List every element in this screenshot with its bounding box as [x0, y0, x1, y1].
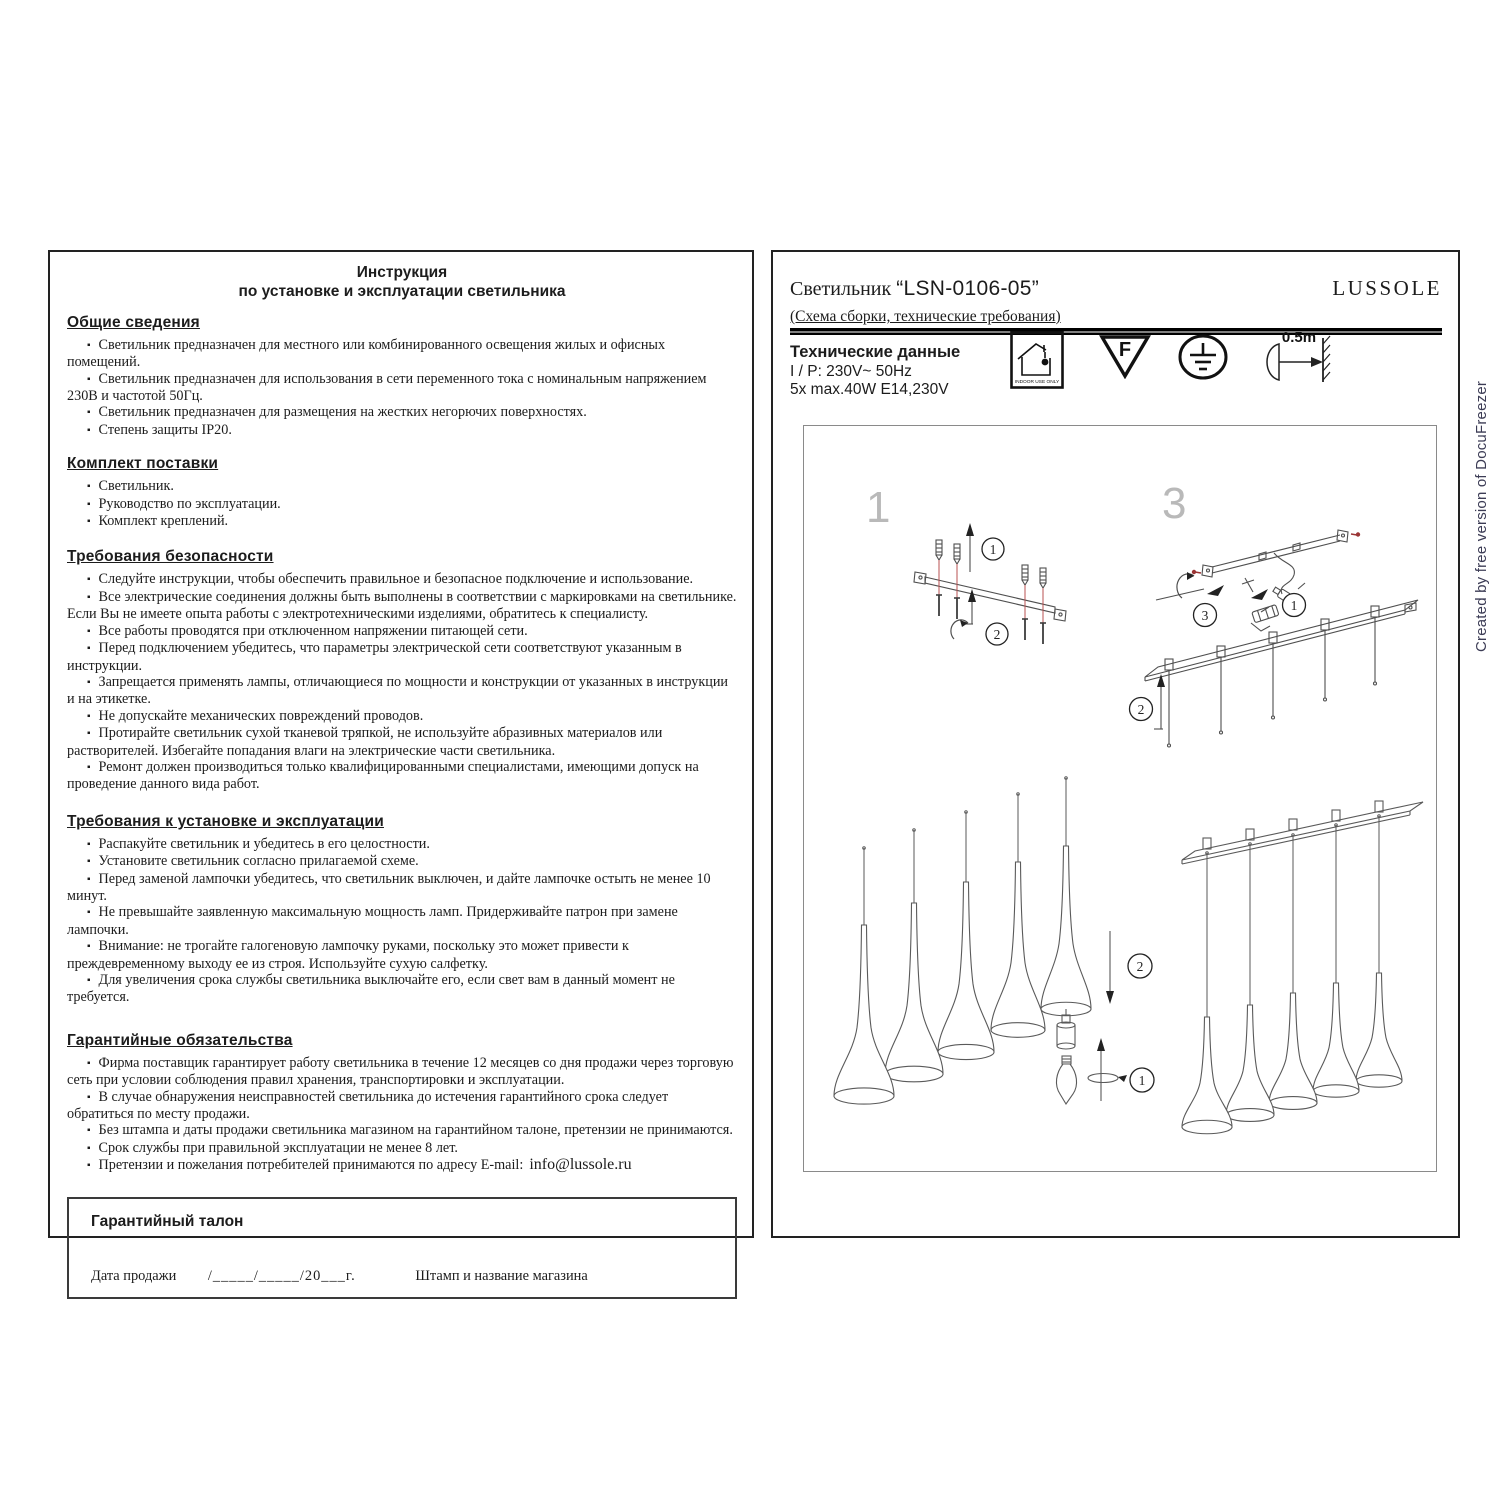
distance-label: 0.5m	[1281, 329, 1317, 346]
badge-3: 3	[1201, 608, 1209, 623]
bullet-item: ▪ Все работы проводятся при отключенном напряжении питающей сети.	[87, 622, 528, 639]
section-heading: Требования к установке и эксплуатации	[67, 812, 384, 830]
assembly-page	[771, 250, 1460, 1238]
bullet-marker: ▪	[87, 761, 91, 773]
bullet-item: ▪ Ремонт должен производиться только квалифицированными специалистами, имеющими допуск на проведение данного вида работ.	[67, 758, 699, 793]
badge-2: 2	[1137, 702, 1145, 717]
docufreezer-watermark: Created by free version of DocuFreezer	[1473, 380, 1490, 652]
tech-data-line1: I / P: 230V~ 50Hz	[790, 362, 912, 380]
assembled-pendants-group	[1182, 815, 1402, 1134]
bullet-item: ▪ Светильник предназначен для использования в сети переменного тока с номинальным напряжением 230В и частотой 50Гц.	[67, 370, 707, 405]
section-heading: Гарантийные обязательства	[67, 1031, 293, 1049]
warranty-date-row	[91, 1268, 588, 1285]
tech-data-heading: Технические данные	[790, 343, 961, 361]
bullet-marker: ▪	[87, 1125, 91, 1137]
min-distance-icon	[1257, 328, 1335, 386]
bullet-marker: ▪	[87, 407, 91, 419]
bullet-marker: ▪	[87, 516, 91, 528]
bullet-marker: ▪	[87, 975, 91, 986]
badge-1: 1	[989, 542, 997, 557]
bullet-item: ▪ Все электрические соединения должны быть выполнены в соответствии с маркировками на светильнике. Если Вы не имеете опыта работы с электротехническими изделиями, обратитесь к специалисту.	[67, 588, 737, 623]
f-symbol-icon	[1098, 333, 1152, 379]
bullet-item: ▪ Следуйте инструкции, чтобы обеспечить правильное и безопасное подключение и использование.	[87, 571, 694, 588]
bullet-marker: ▪	[87, 1057, 91, 1069]
title-line-2: по установке и эксплуатации светильника	[238, 282, 566, 300]
section-package	[67, 455, 737, 530]
bullet-item: ▪ Без штампа и даты продажи светильника магазином на гарантийном талоне, претензии не принимаются.	[87, 1122, 733, 1139]
step-1-numeral: 1	[866, 483, 891, 532]
bullet-item: ▪ Для увеличения срока службы светильника выключайте его, если свет вам в данный момент не требуется.	[67, 972, 675, 1006]
section-general	[67, 314, 737, 439]
step-3-numeral: 3	[1162, 479, 1187, 528]
bullet-item: ▪ Руководство по эксплуатации.	[87, 495, 281, 512]
bullet-item: ▪ Претензии и пожелания потребителей принимаются по адресу E-mail: info@lussole.ru	[87, 1156, 632, 1174]
bullet-marker: ▪	[87, 856, 91, 868]
lamp-detail-badges	[1128, 954, 1154, 1092]
bullet-item: ▪ Протирайте светильник сухой тканевой тряпкой, не используйте абразивных материалов или растворителей. Избегайте попадания влаги на электрические части светильника.	[67, 725, 663, 759]
bullet-item: ▪ Светильник.	[87, 478, 174, 495]
badge-1: 1	[1290, 598, 1298, 613]
bullet-marker: ▪	[87, 373, 91, 385]
bullet-item: ▪ Распакуйте светильник и убедитесь в его целостности.	[87, 835, 430, 852]
bullet-item: ▪ Срок службы при правильной эксплуатации не менее 8 лет.	[87, 1139, 458, 1156]
bullet-marker: ▪	[87, 498, 91, 510]
bullet-marker: ▪	[87, 574, 91, 586]
bullet-marker: ▪	[87, 625, 91, 637]
bullet-marker: ▪	[87, 1091, 91, 1103]
bullet-item: ▪ Запрещается применять лампы, отличающиеся по мощности и конструкции от указанных в инструкции и на этикетке.	[67, 673, 729, 708]
bullet-marker: ▪	[87, 591, 91, 603]
indoor-use-only-icon	[1010, 331, 1064, 389]
section-safety	[67, 548, 737, 792]
brand-logo: LUSSOLE	[1332, 276, 1442, 300]
bullet-item: ▪ Перед подключением убедитесь, что параметры электрической сети соответствуют указанным в инструкции.	[67, 640, 682, 674]
tech-data-line2: 5x max.40W E14,230V	[790, 381, 949, 399]
bullet-marker: ▪	[87, 676, 91, 688]
bullet-item: ▪ Светильник предназначен для размещения на жестких негорючих поверхностях.	[87, 404, 587, 421]
indoor-label: INDOOR USE ONLY	[1014, 380, 1060, 385]
section-heading: Комплект поставки	[67, 455, 219, 473]
bullet-item: ▪ Комплект креплений.	[87, 513, 229, 530]
badge-1: 1	[1138, 1073, 1146, 1088]
bullet-marker: ▪	[87, 481, 91, 493]
ground-symbol-icon	[1177, 334, 1229, 380]
section-warranty	[67, 1032, 737, 1175]
pendant-lamps-group	[834, 777, 1091, 1104]
product-code: “LSN-0106-05”	[896, 277, 1040, 300]
assembly-subtitle: (Схема сборки, технические требования)	[790, 308, 1061, 325]
bullet-item: ▪ Фирма поставщик гарантирует работу светильника в течение 12 месяцев со дня продажи через торговую сеть при условии соблюдения правил хранения, транспортировки и эксплуатации.	[67, 1054, 734, 1089]
bullet-item: ▪ Внимание: не трогайте галогеновую лампочку руками, поскольку это может привести к преждевременному выходу ее из строя. Используйте сухую салфетку.	[67, 938, 629, 972]
bullet-item: ▪ Перед заменой лампочки убедитесь, что светильник выключен, и дайте лампочке остыть не менее 10 минут.	[67, 870, 711, 904]
page-title	[67, 264, 737, 302]
bullet-marker: ▪	[87, 941, 91, 953]
bullet-marker: ▪	[87, 710, 91, 722]
bullet-item: ▪ Не допускайте механических повреждений проводов.	[87, 707, 424, 724]
badge-2: 2	[1136, 959, 1144, 974]
bullet-marker: ▪	[87, 1160, 91, 1172]
badge-2: 2	[993, 627, 1001, 642]
bullet-item: ▪ Установите светильник согласно прилагаемой схеме.	[87, 853, 419, 870]
assembly-header	[790, 276, 1442, 301]
bullet-marker: ▪	[87, 873, 91, 885]
product-label: Светильник	[790, 278, 892, 300]
f-label: F	[1118, 339, 1132, 361]
section-heading: Общие сведения	[67, 313, 200, 331]
assembly-diagram-box	[803, 425, 1437, 1172]
instruction-page	[48, 250, 754, 1284]
sale-date-label: Дата продажи	[91, 1267, 177, 1284]
assembly-diagram	[804, 426, 1436, 1171]
step3-canopy-drawing	[1145, 530, 1418, 747]
warranty-coupon-title: Гарантийный талон	[91, 1212, 244, 1230]
bullet-marker: ▪	[87, 728, 91, 740]
title-line-1: Инструкция	[356, 264, 448, 281]
bullet-item: ▪ Не превышайте заявленную максимальную мощность ламп. Придерживайте патрон при замене лампочки.	[67, 904, 678, 938]
stamp-label: Штамп и название магазина	[415, 1267, 588, 1284]
sale-date-blank: /_____/_____/20___г.	[207, 1267, 356, 1284]
bullet-marker: ▪	[87, 643, 91, 655]
assembled-fixture-canopy	[1182, 801, 1423, 864]
bullet-marker: ▪	[87, 339, 91, 351]
section-installation	[67, 813, 737, 1006]
bullet-item: ▪ Светильник предназначен для местного или комбинированного освещения жилых и офисных помещений.	[67, 336, 666, 371]
bullet-marker: ▪	[87, 907, 91, 919]
product-title	[790, 277, 1039, 301]
support-email: info@lussole.ru	[529, 1156, 632, 1174]
bullet-marker: ▪	[87, 838, 91, 850]
bullet-item: ▪ В случае обнаружения неисправностей светильника до истечения гарантийного срока следует обратиться по месту продажи.	[67, 1088, 669, 1123]
bullet-marker: ▪	[87, 424, 91, 436]
bullet-marker: ▪	[87, 1142, 91, 1154]
warranty-coupon-box	[67, 1197, 737, 1299]
section-heading: Требования безопасности	[67, 548, 274, 566]
bullet-item: ▪ Степень защиты IP20.	[87, 421, 232, 438]
